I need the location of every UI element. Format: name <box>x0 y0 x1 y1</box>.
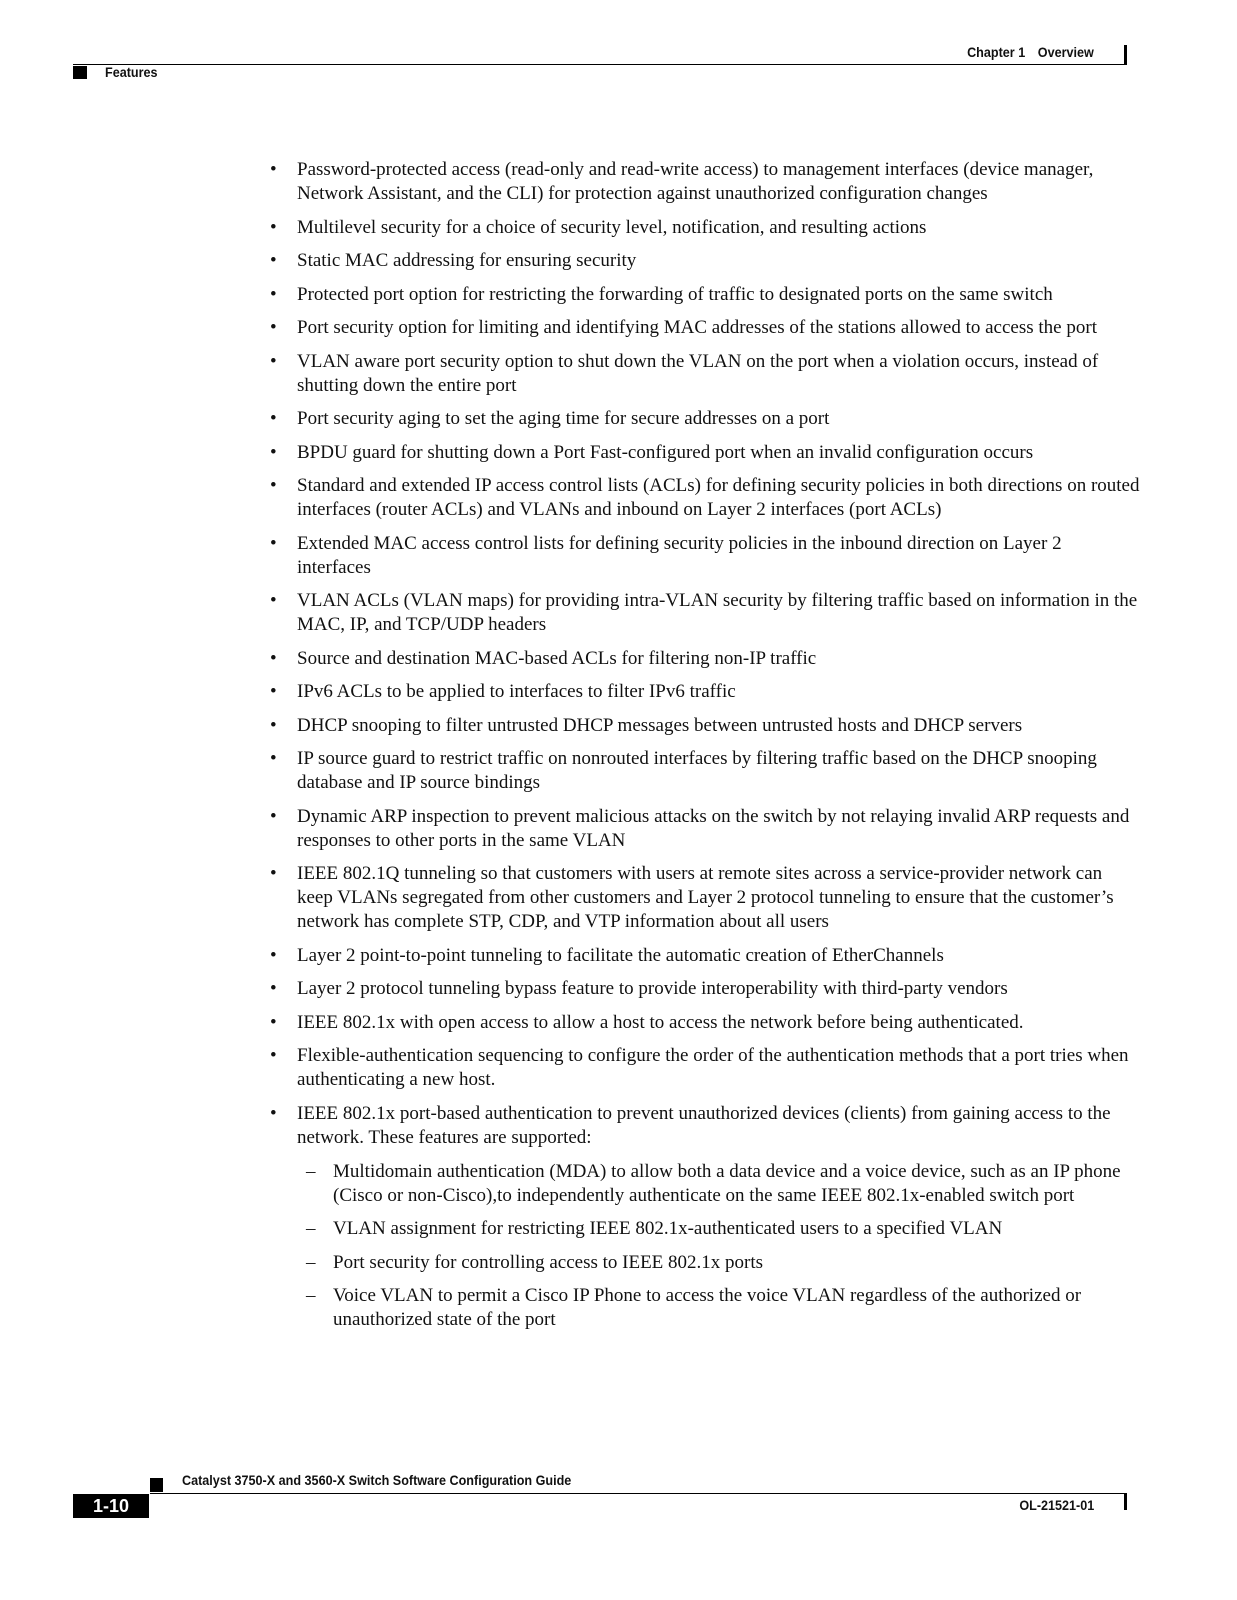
bullet-mark: • <box>270 216 277 238</box>
list-item <box>270 647 1140 671</box>
list-item-text: IEEE 802.1x port-based authentication to prevent unauthorized devices (clients) from gaining access to the network. These features are supported: <box>297 1102 1111 1148</box>
sub-list-item <box>306 1217 1140 1241</box>
list-item <box>270 1102 1140 1333</box>
list-item <box>270 441 1140 465</box>
bullet-mark: • <box>270 647 277 669</box>
list-item <box>270 714 1140 738</box>
bullet-mark: • <box>270 475 277 496</box>
chapter-title: Overview <box>1037 44 1094 60</box>
bullet-mark: • <box>270 714 277 736</box>
list-item-text: VLAN aware port security option to shut down the VLAN on the port when a violation occurs, instead of shutting down the entire port <box>297 350 1099 396</box>
list-item <box>270 589 1140 637</box>
bullet-mark: • <box>270 681 277 702</box>
sub-list-item-text: Port security for controlling access to IEEE 802.1x ports <box>333 1251 764 1273</box>
list-item-text: Layer 2 point-to-point tunneling to facilitate the automatic creation of EtherChannels <box>297 944 944 966</box>
list-item <box>270 407 1140 431</box>
sub-list-item-text: Multidomain authentication (MDA) to allow both a data device and a voice device, such as an IP phone (Cisco or non-Cisco),to independently authenticate on the same IEEE 802.1x-enabled switch port <box>333 1160 1121 1206</box>
bullet-mark: • <box>270 250 277 271</box>
list-item <box>270 1011 1140 1035</box>
list-item <box>270 747 1140 795</box>
feature-list <box>270 158 1140 1332</box>
list-item <box>270 1044 1140 1092</box>
bullet-mark: • <box>270 408 277 429</box>
sub-list <box>306 1160 1140 1333</box>
dash-mark: – <box>306 1160 316 1182</box>
bullet-mark: • <box>270 350 277 372</box>
list-item <box>270 158 1140 206</box>
footer-guide-title: Catalyst 3750-X and 3560-X Switch Software Configuration Guide <box>182 1472 572 1488</box>
list-item <box>270 680 1140 704</box>
dash-mark: – <box>306 1251 316 1273</box>
dash-mark: – <box>306 1218 316 1239</box>
sub-list-item <box>306 1284 1140 1332</box>
list-item <box>270 249 1140 273</box>
bullet-mark: • <box>270 748 277 769</box>
list-item <box>270 474 1140 522</box>
list-item-text: Port security aging to set the aging time for secure addresses on a port <box>297 408 830 429</box>
sub-list-item <box>306 1251 1140 1275</box>
list-item-text: Static MAC addressing for ensuring security <box>297 250 637 271</box>
chapter-number: Chapter 1 <box>967 44 1026 60</box>
list-item <box>270 283 1140 307</box>
list-item-text: Source and destination MAC-based ACLs for filtering non-IP traffic <box>297 647 817 669</box>
page-number: 1-10 <box>73 1494 149 1518</box>
dash-mark: – <box>306 1285 316 1306</box>
list-item-text: Standard and extended IP access control lists (ACLs) for defining security policies in both directions on routed interfaces (router ACLs) and VLANs and inbound on Layer 2 interfaces (port ACLs) <box>297 475 1140 520</box>
footer-bar-mark <box>1124 1494 1127 1510</box>
list-item-text: BPDU guard for shutting down a Port Fast-configured port when an invalid configuration occurs <box>297 441 1034 463</box>
list-item-text: Port security option for limiting and identifying MAC addresses of the stations allowed to access the port <box>297 317 1097 338</box>
list-item-text: IEEE 802.1Q tunneling so that customers with users at remote sites across a service-provider network can keep VLANs segregated from other customers and Layer 2 protocol tunneling to ensure that the customer’s network has complete STP, CDP, and VTP information about all users <box>297 863 1114 932</box>
list-item <box>270 350 1140 398</box>
list-item-text: Layer 2 protocol tunneling bypass feature to provide interoperability with third-party vendors <box>297 978 1008 999</box>
list-item <box>270 805 1140 853</box>
running-header-section: Features <box>105 64 158 80</box>
bullet-mark: • <box>270 1045 277 1066</box>
bullet-mark: • <box>270 532 277 554</box>
running-header-chapter <box>967 44 1094 60</box>
list-item-text: Password-protected access (read-only and read-write access) to management interfaces (device manager, Network Assistant, and the CLI) for protection against unauthorized configuration changes <box>297 159 1094 204</box>
bullet-mark: • <box>270 978 277 999</box>
bullet-mark: • <box>270 590 277 611</box>
footer-doc-number: OL-21521-01 <box>1019 1497 1094 1513</box>
page-body <box>270 158 1140 1342</box>
list-item-text: Multilevel security for a choice of security level, notification, and resulting actions <box>297 216 927 238</box>
list-item <box>270 316 1140 340</box>
header-rule <box>73 64 1127 65</box>
list-item <box>270 944 1140 968</box>
header-square-mark <box>73 66 87 79</box>
bullet-mark: • <box>270 441 277 463</box>
list-item-text: Flexible-authentication sequencing to configure the order of the authentication methods that a port tries when authenticating a new host. <box>297 1045 1129 1090</box>
list-item-text: VLAN ACLs (VLAN maps) for providing intra-VLAN security by filtering traffic based on information in the MAC, IP, and TCP/UDP headers <box>297 590 1138 635</box>
list-item-text: Protected port option for restricting the forwarding of traffic to designated ports on the same switch <box>297 283 1053 305</box>
list-item-text: DHCP snooping to filter untrusted DHCP messages between untrusted hosts and DHCP servers <box>297 714 1023 736</box>
list-item-text: IP source guard to restrict traffic on nonrouted interfaces by filtering traffic based on the DHCP snooping database and IP source bindings <box>297 748 1097 793</box>
list-item-text: Dynamic ARP inspection to prevent malicious attacks on the switch by not relaying invalid ARP requests and responses to other ports in the same VLAN <box>297 805 1130 851</box>
list-item <box>270 216 1140 240</box>
bullet-mark: • <box>270 159 277 180</box>
sub-list-item-text: Voice VLAN to permit a Cisco IP Phone to access the voice VLAN regardless of the authorized or unauthorized state of the port <box>333 1285 1082 1330</box>
footer-square-mark <box>150 1478 163 1492</box>
list-item-text: IPv6 ACLs to be applied to interfaces to filter IPv6 traffic <box>297 681 736 702</box>
bullet-mark: • <box>270 1011 277 1033</box>
footer-rule <box>150 1493 1127 1494</box>
bullet-mark: • <box>270 1102 277 1124</box>
list-item <box>270 532 1140 580</box>
list-item <box>270 977 1140 1001</box>
bullet-mark: • <box>270 283 277 305</box>
bullet-mark: • <box>270 863 277 884</box>
list-item <box>270 862 1140 934</box>
header-bar-mark <box>1124 45 1127 64</box>
sub-list-item <box>306 1160 1140 1208</box>
list-item-text: Extended MAC access control lists for defining security policies in the inbound direction on Layer 2 interfaces <box>297 532 1062 578</box>
bullet-mark: • <box>270 317 277 338</box>
bullet-mark: • <box>270 805 277 827</box>
list-item-text: IEEE 802.1x with open access to allow a host to access the network before being authenticated. <box>297 1011 1024 1033</box>
bullet-mark: • <box>270 944 277 966</box>
sub-list-item-text: VLAN assignment for restricting IEEE 802.1x-authenticated users to a specified VLAN <box>333 1218 1003 1239</box>
